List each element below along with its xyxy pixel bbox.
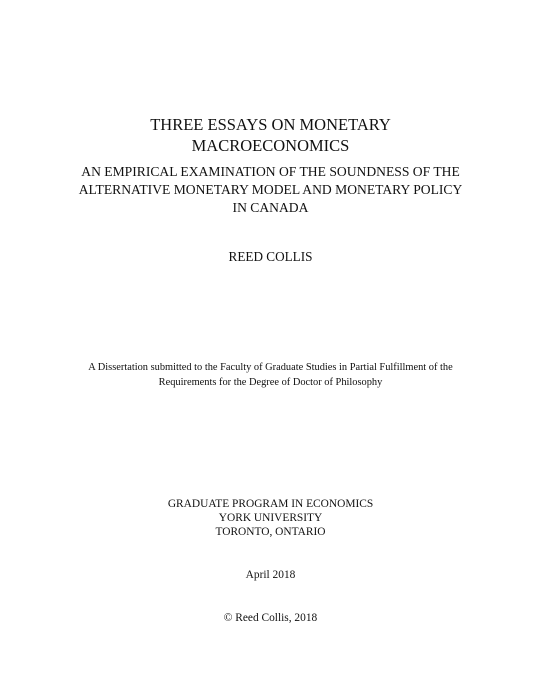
program-line-1: GRADUATE PROGRAM IN ECONOMICS	[167, 498, 374, 510]
submission-date: April 2018	[245, 569, 296, 581]
statement-line-1: A Dissertation submitted to the Faculty of Graduate Studies in Partial Fulfillment of the	[88, 362, 453, 373]
subtitle-line-3: IN CANADA	[232, 200, 309, 215]
program-line-3: TORONTO, ONTARIO	[215, 526, 326, 538]
subtitle-line-2: ALTERNATIVE MONETARY MODEL AND MONETARY POLICY	[78, 182, 463, 197]
program-line-2: YORK UNIVERSITY	[218, 512, 323, 524]
statement-line-2: Requirements for the Degree of Doctor of Philosophy	[158, 377, 383, 388]
copyright-notice: © Reed Collis, 2018	[223, 612, 318, 624]
title-line-1: THREE ESSAYS ON MONETARY	[150, 115, 391, 134]
title-line-2: MACROECONOMICS	[191, 136, 350, 155]
subtitle-line-1: AN EMPIRICAL EXAMINATION OF THE SOUNDNESS OF THE	[81, 164, 460, 179]
author-name: REED COLLIS	[228, 249, 313, 264]
